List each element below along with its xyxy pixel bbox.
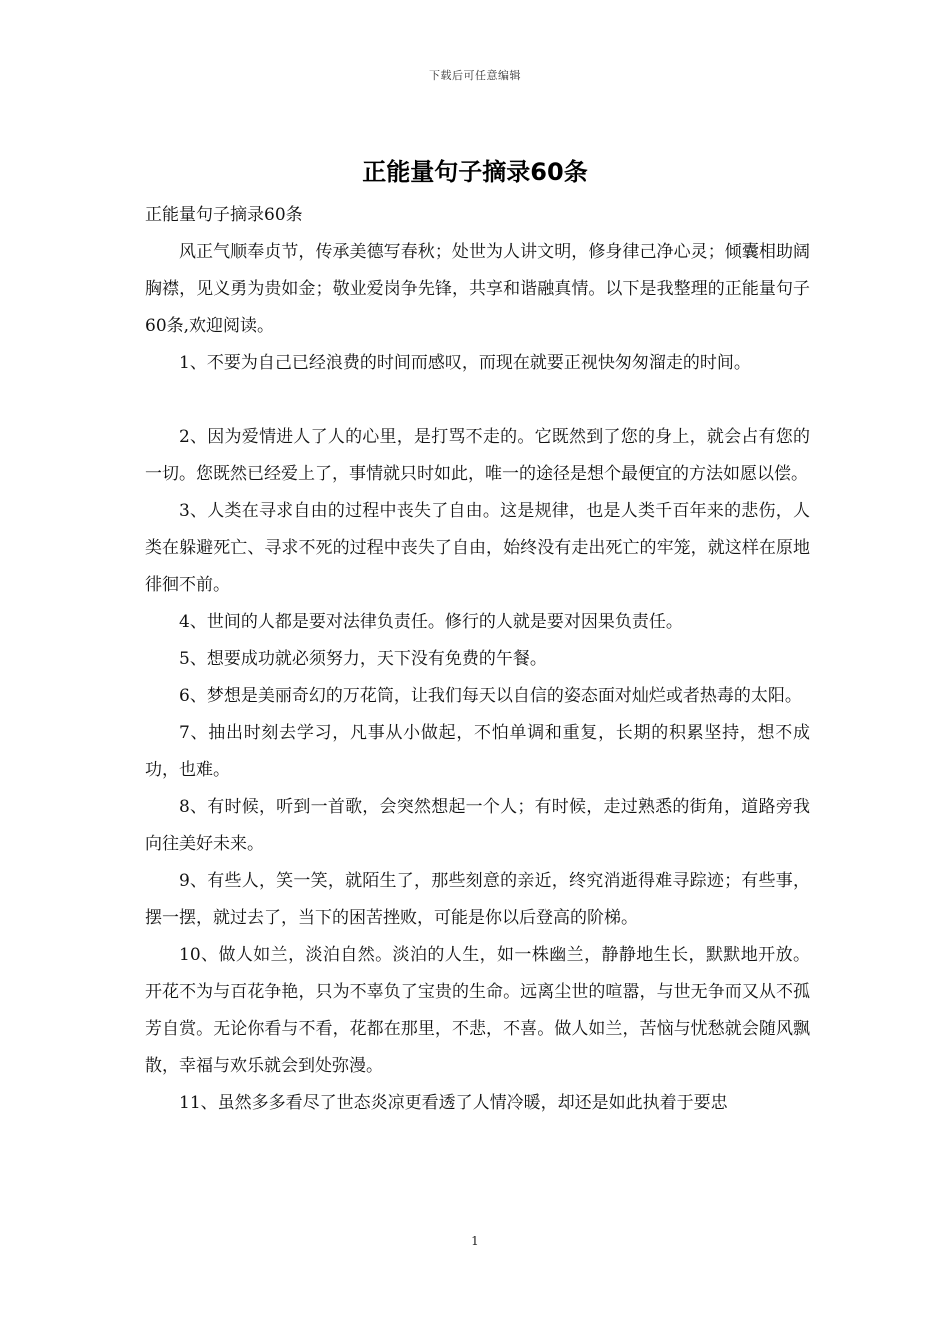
document-body — [145, 197, 810, 1122]
list-item-11: 11、虽然多多看尽了世态炎凉更看透了人情冷暖，却还是如此执着于要忠 — [179, 1093, 728, 1113]
list-item-9: 9、有些人，笑一笑，就陌生了，那些刻意的亲近，终究消逝得难寻踪迹；有些事，摆一摆，就过去了，当下的困苦挫败，可能是你以后登高的阶梯。 — [145, 871, 810, 928]
document-title: 正能量句子摘录60条 — [362, 158, 588, 186]
header-note: 下载后可任意编辑 — [429, 69, 521, 82]
list-item-10: 10、做人如兰，淡泊自然。淡泊的人生，如一株幽兰，静静地生长，默默地开放。开花不为与百花争艳，只为不辜负了宝贵的生命。远离尘世的喧嚣，与世无争而又从不孤芳自赏。无论你看与不看，花都在那里，不悲，不喜。做人如兰，苦恼与忧愁就会随风飘散，幸福与欢乐就会到处弥漫。 — [145, 945, 810, 1076]
list-item-8: 8、有时候，听到一首歌，会突然想起一个人；有时候，走过熟悉的街角，道路旁我向往美好未来。 — [145, 797, 810, 854]
intro-paragraph: 风正气顺奉贞节，传承美德写春秋；处世为人讲文明，修身律己净心灵；倾囊相助阔胸襟，见义勇为贵如金；敬业爱岗争先锋，共享和谐融真情。以下是我整理的正能量句子60条,欢迎阅读。 — [145, 242, 810, 336]
list-item-5: 5、想要成功就必须努力，天下没有免费的午餐。 — [179, 649, 547, 669]
list-item-2: 2、因为爱情进人了人的心里，是打骂不走的。它既然到了您的身上，就会占有您的一切。您既然已经爱上了，事情就只时如此，唯一的途径是想个最便宜的方法如愿以偿。 — [145, 427, 810, 484]
list-item-6: 6、梦想是美丽奇幻的万花筒，让我们每天以自信的姿态面对灿烂或者热毒的太阳。 — [179, 686, 802, 706]
list-item-4: 4、世间的人都是要对法律负责任。修行的人就是要对因果负责任。 — [179, 612, 683, 632]
list-item-3: 3、人类在寻求自由的过程中丧失了自由。这是规律，也是人类千百年来的悲伤，人类在躲避死亡、寻求不死的过程中丧失了自由，始终没有走出死亡的牢笼，就这样在原地徘徊不前。 — [145, 501, 810, 595]
list-item-7: 7、抽出时刻去学习，凡事从小做起，不怕单调和重复，长期的积累坚持，想不成功，也难。 — [145, 723, 810, 780]
subtitle: 正能量句子摘录60条 — [145, 205, 303, 225]
list-item-1: 1、不要为自己已经浪费的时间而感叹，而现在就要正视快匆匆溜走的时间。 — [179, 353, 751, 373]
page-number: 1 — [471, 1234, 479, 1248]
